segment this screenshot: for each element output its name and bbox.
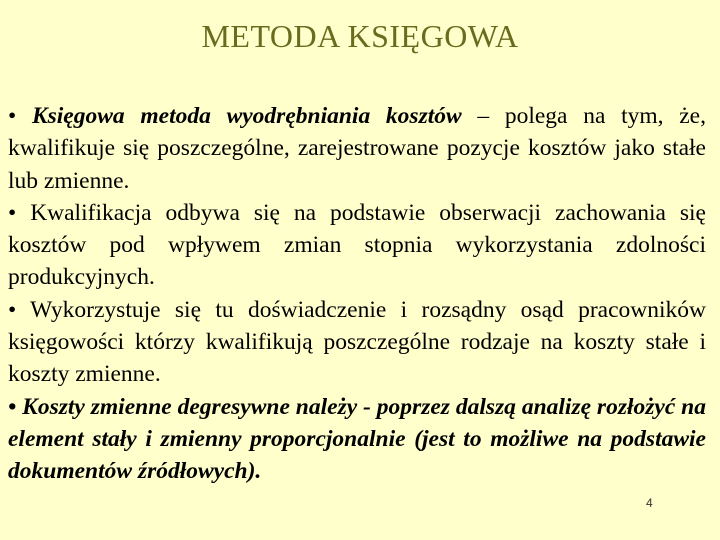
bullet-text: Kwalifikacja odbywa się na podstawie obserwacji zachowania się kosztów pod wpływem zmian stopnia wykorzystania zdolności produkcyjnych. [8, 199, 706, 291]
bullet-marker: • [8, 103, 32, 129]
slide-body [8, 100, 706, 488]
bullet-item [8, 197, 706, 294]
page-number: 4 [646, 496, 653, 510]
bullet-marker: • [8, 393, 23, 420]
bullet-marker: • [8, 296, 31, 323]
bullet-item [8, 391, 706, 488]
bullet-text: Koszty zmienne degresywne należy - poprzez dalszą analizę rozłożyć na element stały i zmienny proporcjonalnie (jest to możliwe na podstawie dokumentów źródłowych). [8, 393, 706, 485]
bullet-marker: • [8, 199, 31, 226]
bullet-item [8, 294, 706, 391]
bullet-lead-term: Księgowa metoda wyodrębniania kosztów [31, 103, 462, 129]
bullet-item [8, 100, 706, 197]
bullet-text: Wykorzystuje się tu doświadczenie i rozsądny osąd pracowników księgowości którzy kwalifikują poszczególne rodzaje na koszty stałe i koszty zmienne. [8, 296, 706, 388]
slide-title: METODA KSIĘGOWA [201, 18, 519, 54]
bullet-text: – polega na tym, że, kwalifikuje się poszczególne, zarejestrowane pozycje kosztów jako stałe lub zmienne. [8, 103, 706, 194]
